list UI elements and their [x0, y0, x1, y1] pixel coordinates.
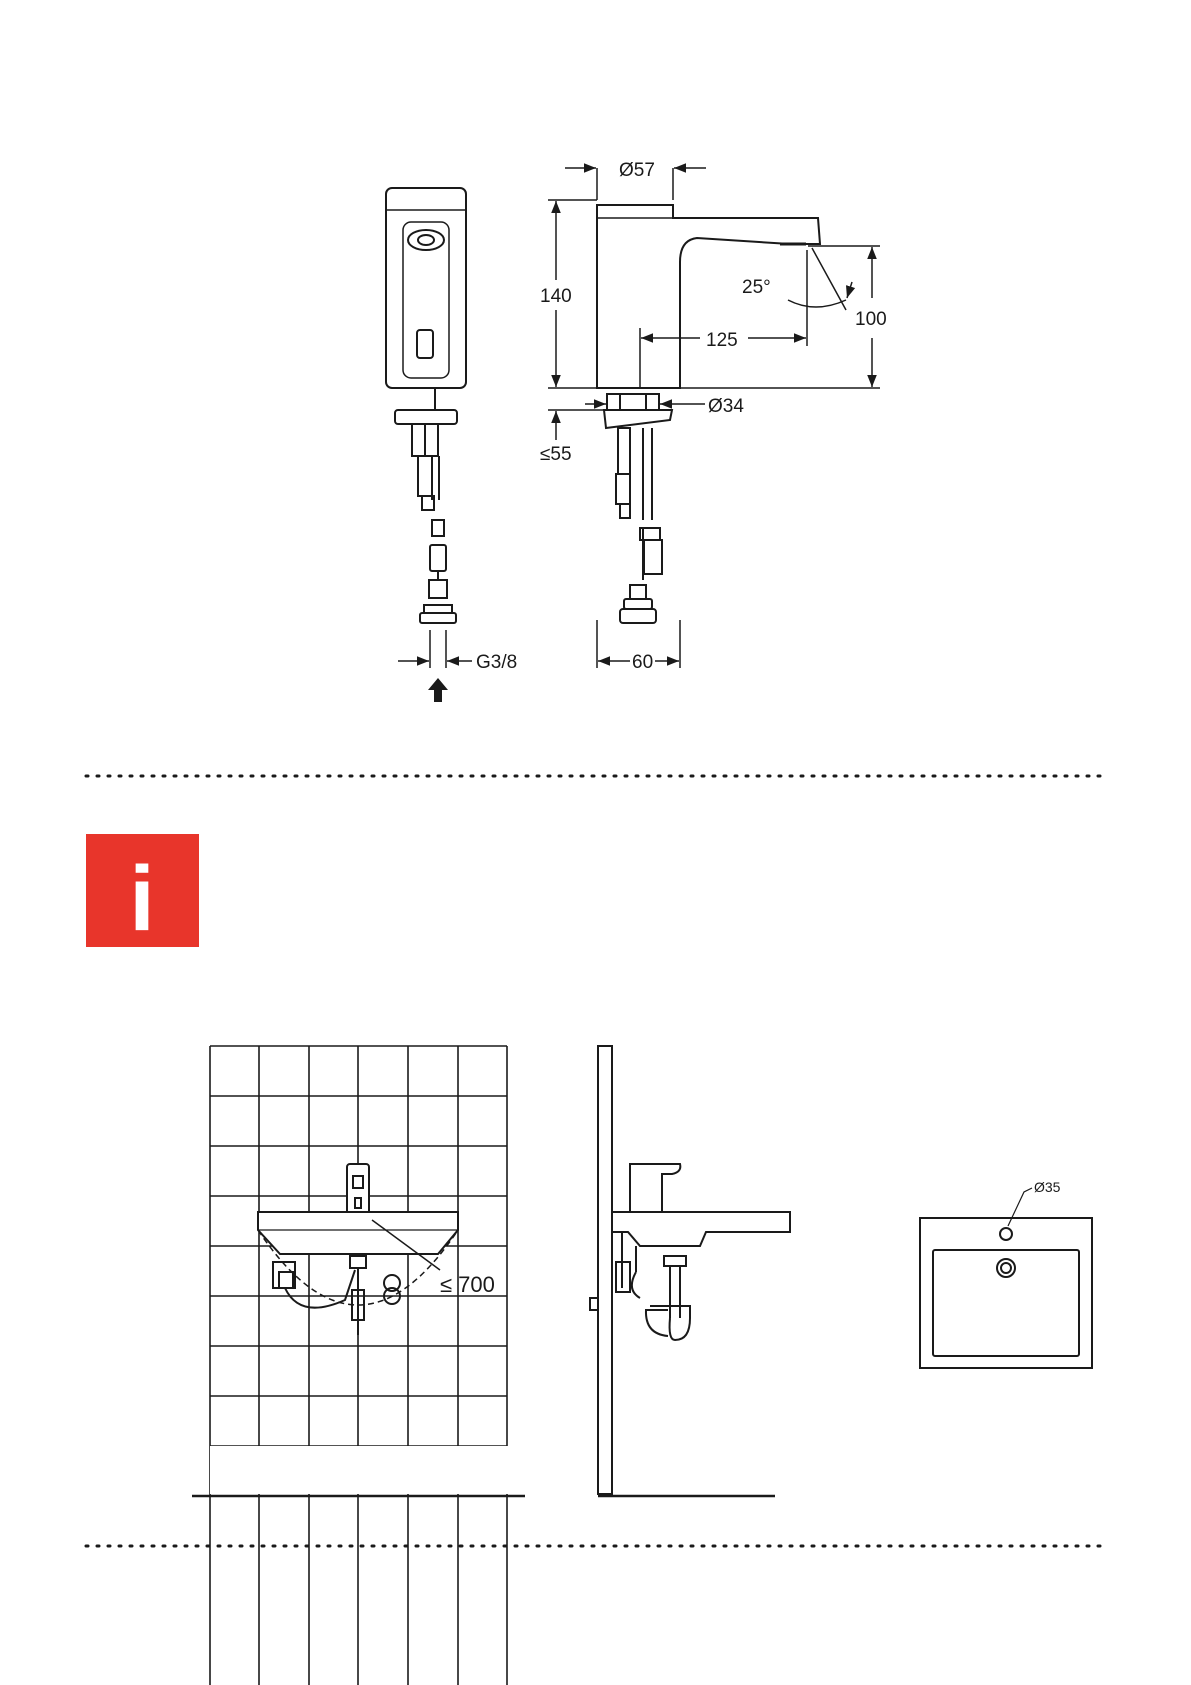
basin-top-view	[920, 1188, 1092, 1368]
side-basin-section	[590, 1046, 790, 1496]
water-inlet-arrow-icon	[428, 678, 448, 702]
dim-height: 140	[540, 286, 572, 307]
dim-reach: 125	[706, 330, 738, 351]
dim-max-thickness: ≤55	[540, 444, 572, 465]
info-icon-glyph: i	[129, 848, 155, 950]
dim-base-diameter: Ø34	[708, 396, 744, 417]
wall-tile-grid	[192, 1046, 525, 1685]
max-distance-label: ≤ 700	[440, 1272, 495, 1297]
dim-spout-height: 100	[855, 309, 887, 330]
info-icon	[86, 834, 199, 950]
wall-basin-front	[258, 1164, 458, 1335]
hole-diameter-label: Ø35	[1034, 1179, 1061, 1195]
dim-angle: 25°	[742, 277, 771, 298]
dim-base-width: 60	[632, 652, 654, 673]
dim-width-top: Ø57	[619, 160, 655, 181]
faucet-front-view	[386, 188, 466, 623]
dim-thread: G3/8	[476, 652, 518, 673]
